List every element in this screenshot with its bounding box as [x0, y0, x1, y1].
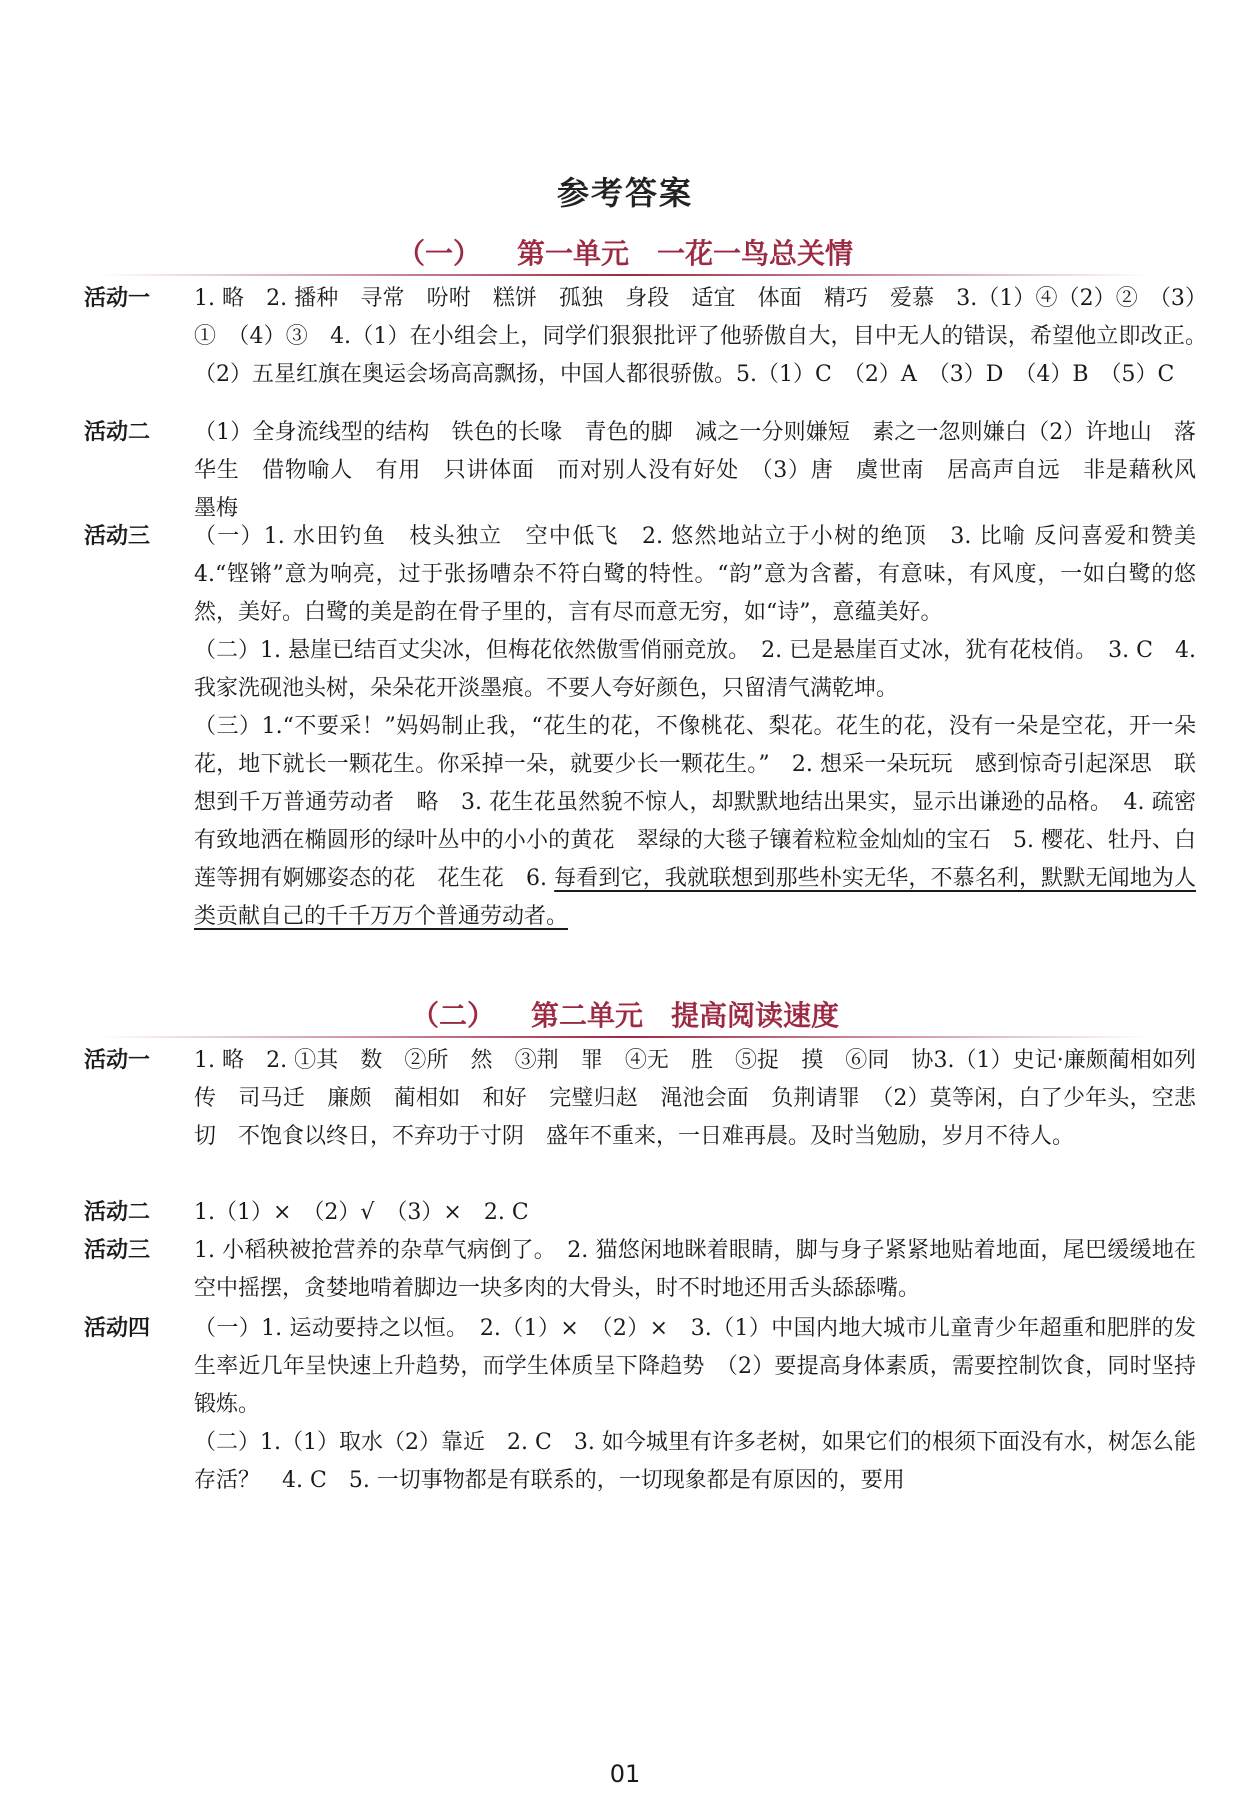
- s1-activity-2: [84, 414, 1219, 528]
- s2-activity-2-label: 活动二: [84, 1200, 151, 1225]
- s2-activity-1: [84, 1042, 1196, 1156]
- section-1-rule: [100, 274, 1150, 276]
- section-1-number: （一）: [396, 237, 481, 270]
- page-number: 01: [609, 1760, 641, 1788]
- s2-activity-1-label: 活动一: [84, 1048, 151, 1073]
- s2-activity-2-body: 1.（1）× （2）√ （3）× 2. C: [194, 1200, 529, 1225]
- section-1-heading: [0, 232, 1250, 272]
- s1-activity-3-part-3-text: （三）1.“不要采！”妈妈制止我，“花生的花，不像桃花、梨花。花生的花，没有一朵是空花，开一朵花，地下就长一颗花生。你采掉一朵，就要少长一颗花生。” 2. 想采一朵玩玩 感到惊奇引起深思 联想到千万普通劳动者 略 3. 花生花虽然貌不惊人，却默默地结出果实，显示出谦逊的品格。 4. 疏密有致地洒在椭圆形的绿叶丛中的小小的黄花 翠绿的大毯子镶着粒粒金灿灿的宝石 5. 樱花、牡丹、白莲等拥有婀娜姿态的花 花生花 6.: [194, 714, 1196, 891]
- s2-activity-2: [84, 1194, 1196, 1232]
- s2-activity-3-label: 活动三: [84, 1238, 151, 1263]
- s2-activity-3: [84, 1232, 1196, 1308]
- s2-activity-4-part-1: （一）1. 运动要持之以恒。 2.（1）× （2）× 3.（1）中国内地大城市儿童青少年超重和肥胖的发生率近几年呈快速上升趋势，而学生体质呈下降趋势 （2）要提高身体素质，需要控制饮食，同时坚持锻炼。: [194, 1316, 1196, 1417]
- s1-activity-3-part-1: （一）1. 水田钓鱼 枝头独立 空中低飞 2. 悠然地站立于小树的绝顶 3. 比喻 反问喜爱和赞美 4.“铿锵”意为响亮，过于张扬嘈杂不符白鹭的特性。“韵”意为含蓄，有意味，有风度，一如白鹭的悠然，美好。白鹭的美是韵在骨子里的，言有尽而意无穷，如“诗”，意蕴美好。: [194, 524, 1219, 625]
- section-2-number: （二）: [410, 999, 495, 1032]
- s1-activity-3: [84, 518, 1219, 936]
- s1-activity-1-label: 活动一: [84, 286, 151, 311]
- section-1-title: 第一单元 一花一鸟总关情: [517, 237, 854, 270]
- section-2-title: 第二单元 提高阅读速度: [531, 999, 840, 1032]
- s2-activity-1-body: 1. 略 2. ①其 数 ②所 然 ③荆 罪 ④无 胜 ⑤捉 摸 ⑥同 协3.（1）史记·廉颇蔺相如列传 司马迁 廉颇 蔺相如 和好 完璧归赵 渑池会面 负荆请罪 （2）莫等闲，白了少年头，空悲切 不饱食以终日，不弃功于寸阴 盛年不重来，一日难再晨。及时当勉励，岁月不待人。: [194, 1048, 1196, 1149]
- s1-activity-3-label: 活动三: [84, 524, 151, 549]
- s1-activity-1: [84, 280, 1219, 394]
- s1-activity-3-part-2: （二）1. 悬崖已结百丈尖冰，但梅花依然傲雪俏丽竞放。 2. 已是悬崖百丈冰，犹有花枝俏。 3. C 4. 我家洗砚池头树，朵朵花开淡墨痕。不要人夸好颜色，只留清气满乾坤。: [194, 638, 1196, 701]
- section-2-heading: [0, 994, 1250, 1034]
- s1-activity-3-part-3: [194, 708, 1196, 936]
- s2-activity-3-body: 1. 小稻秧被抢营养的杂草气病倒了。 2. 猫悠闲地眯着眼睛，脚与身子紧紧地贴着地面，尾巴缓缓地在空中摇摆，贪婪地啃着脚边一块多肉的大骨头，时不时地还用舌头舔舔嘴。: [194, 1238, 1196, 1301]
- s1-activity-2-label: 活动二: [84, 420, 151, 445]
- s1-activity-2-body: （1）全身流线型的结构 铁色的长喙 青色的脚 减之一分则嫌短 素之一忽则嫌白（2）许地山 落华生 借物喻人 有用 只讲体面 而对别人没有好处 （3）唐 虞世南 居高声自远 非是藉秋风 墨梅: [194, 420, 1219, 521]
- s1-activity-1-body: 1. 略 2. 播种 寻常 吩咐 糕饼 孤独 身段 适宜 体面 精巧 爱慕 3.（1）④（2）② （3）① （4）③ 4.（1）在小组会上，同学们狠狠批评了他骄傲自大，目中无人的错误，希望他立即改正。 （2）五星红旗在奥运会场高高飘扬，中国人都很骄傲。5.（1）C （2）A （3）D （4）B （5）C: [194, 286, 1219, 387]
- page-title: 参考答案: [556, 174, 693, 212]
- s2-activity-4-label: 活动四: [84, 1316, 151, 1341]
- s1-activity-3-underlined-answer: 每看到它，我就联想到那些朴实无华，不慕名利，默默无闻地为人类贡献自己的千千万万个普通劳动者。: [194, 866, 1196, 929]
- s2-activity-4-part-2: （二）1.（1）取水（2）靠近 2. C 3. 如今城里有许多老树，如果它们的根须下面没有水，树怎么能存活？ 4. C 5. 一切事物都是有联系的，一切现象都是有原因的，要用: [194, 1430, 1196, 1493]
- s2-activity-4: [84, 1310, 1196, 1500]
- section-2-rule: [100, 1036, 1150, 1038]
